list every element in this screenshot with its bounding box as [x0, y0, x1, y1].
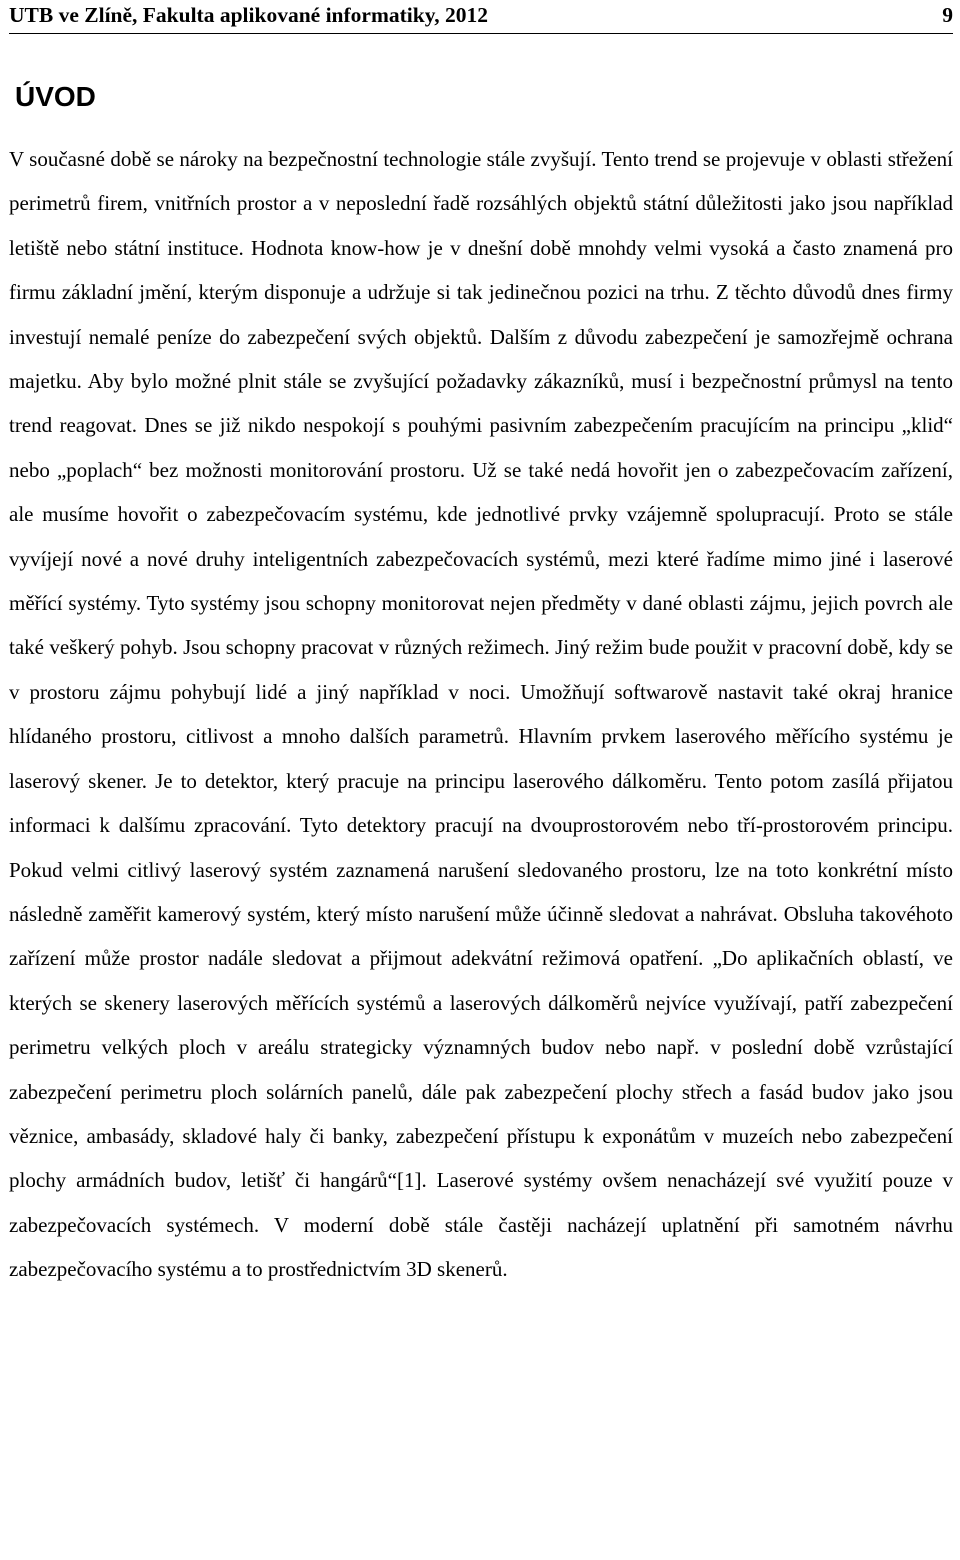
body-paragraph: V současné době se nároky na bezpečnostní technologie stále zvyšují. Tento trend se projevuje v oblasti střežení perimetrů firem, vnitřních prostor a v neposlední řadě rozsáhlých objektů státní důležitosti jako jsou například letiště nebo státní instituce. Hodnota know-how je v dnešní době mnohdy velmi vysoká a často znamená pro firmu základní jmění, kterým disponuje a udržuje si tak jedinečnou pozici na trhu. Z těchto důvodů dnes firmy investují nemalé peníze do zabezpečení svých objektů. Dalším z důvodu zabezpečení je samozřejmě ochrana majetku. Aby bylo možné plnit stále se zvyšující požadavky zákazníků, musí i bezpečnostní průmysl na tento trend reagovat. Dnes se již nikdo nespokojí s pouhými pasivním zabezpečením pracujícím na principu „klid“ nebo „poplach“ bez možnosti monitorování prostoru. Už se také nedá hovořit jen o zabezpečovacím zařízení, ale musíme hovořit o zabezpečovacím systému, kde jednotlivé prvky vzájemně spolupracují. Proto se stále vyvíjejí nové a nové druhy inteligentních zabezpečovacích systémů, mezi které řadíme mimo jiné i laserové měřící systémy. Tyto systémy jsou schopny monitorovat nejen předměty v dané oblasti zájmu, jejich povrch ale také veškerý pohyb. Jsou schopny pracovat v různých režimech. Jiný režim bude použit v pracovní době, kdy se v prostoru zájmu pohybují lidé a jiný například v noci. Umožňují softwarově nastavit také okraj hranice hlídaného prostoru, citlivost a mnoho dalších parametrů. Hlavním prvkem laserového měřícího systému je laserový skener. Je to detektor, který pracuje na principu laserového dálkoměru. Tento potom zasílá přijatou informaci k dalšímu zpracování. Tyto detektory pracují na dvouprostorovém nebo tří-prostorovém principu. Pokud velmi citlivý laserový systém zaznamená narušení sledovaného prostoru, lze na toto konkrétní místo následně zaměřit kamerový systém, který místo narušení může účinně sledovat a nahrávat. Obsluha takovéhoto zařízení může prostor nadále sledovat a přijmout adekvátní režimová opatření. „Do aplikačních oblastí, ve kterých se skenery laserových měřících systémů a laserových dálkoměrů nejvíce využívají, patří zabezpečení perimetru velkých ploch v areálu strategicky významných budov nebo např. v poslední době vzrůstající zabezpečení perimetru ploch solárních panelů, dále pak zabezpečení plochy střech a fasád budov jako jsou věznice, ambasády, skladové haly či banky, zabezpečení přístupu k exponátům v muzeích nebo zabezpečení plochy armádních budov, letišť či hangárů“[1]. Laserové systémy ovšem nenacházejí své využití pouze v zabezpečovacích systémech. V moderní době stále častěji nacházejí uplatnění při samotném návrhu zabezpečovacího systému a to prostřednictvím 3D skenerů. [9, 147, 953, 1282]
chapter-title: ÚVOD [15, 81, 96, 112]
page-header [9, 0, 953, 34]
header-title: UTB ve Zlíně, Fakulta aplikované informatiky, 2012 [9, 3, 489, 27]
page-number: 9 [942, 3, 953, 27]
